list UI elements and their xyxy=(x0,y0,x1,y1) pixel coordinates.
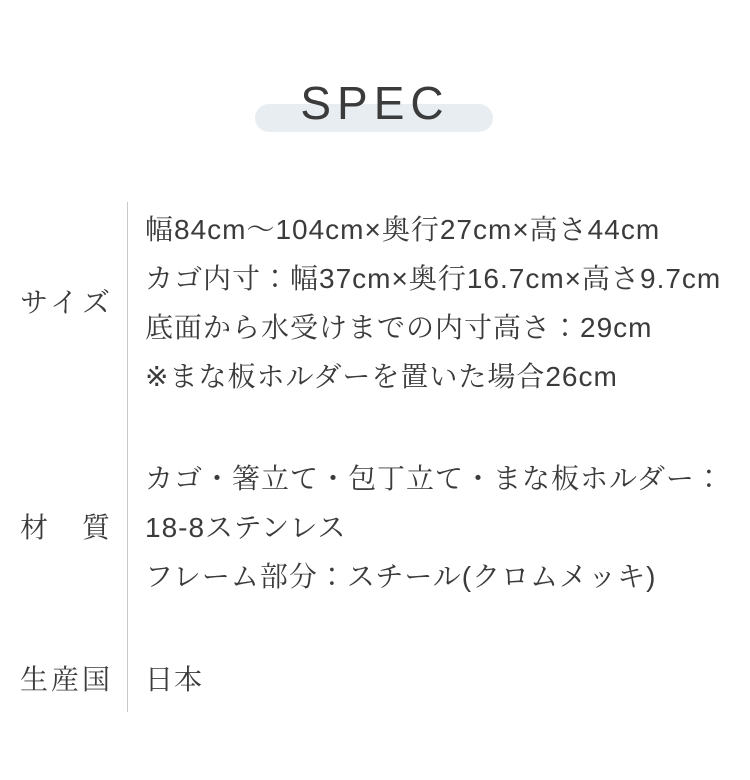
material-parts-line: カゴ・箸立て・包丁立て・まな板ホルダー： xyxy=(145,463,724,494)
size-dimensions-line: 幅84cm〜104cm×奥行27cm×高さ44cm xyxy=(145,214,661,245)
spec-row-country xyxy=(20,655,722,704)
spec-section-header xyxy=(0,77,750,138)
size-note-line: ※まな板ホルダーを置いた場合26cm xyxy=(145,361,618,392)
spec-label-size: サイズ xyxy=(20,287,110,318)
spec-label-material: 材 質 xyxy=(20,511,110,543)
material-frame-line: フレーム部分：スチール(クロムメッキ) xyxy=(145,561,657,592)
spec-label-country: 生産国 xyxy=(20,663,110,695)
section-title: SPEC xyxy=(300,77,450,129)
size-inner-height-line: 底面から水受けまでの内寸高さ：29cm xyxy=(145,312,653,343)
spec-row-material xyxy=(20,454,722,601)
table-divider-line xyxy=(127,202,128,712)
spec-value-country xyxy=(145,655,203,704)
spec-value-material xyxy=(145,454,724,601)
spec-table xyxy=(20,202,722,704)
section-title-group xyxy=(300,77,450,138)
country-line: 日本 xyxy=(145,664,204,695)
material-stainless-line: 18-8ステンレス xyxy=(145,512,347,543)
spec-value-size xyxy=(145,205,721,401)
size-basket-inner-line: カゴ内寸：幅37cm×奥行16.7cm×高さ9.7cm xyxy=(145,263,722,294)
spec-row-size xyxy=(20,205,722,401)
